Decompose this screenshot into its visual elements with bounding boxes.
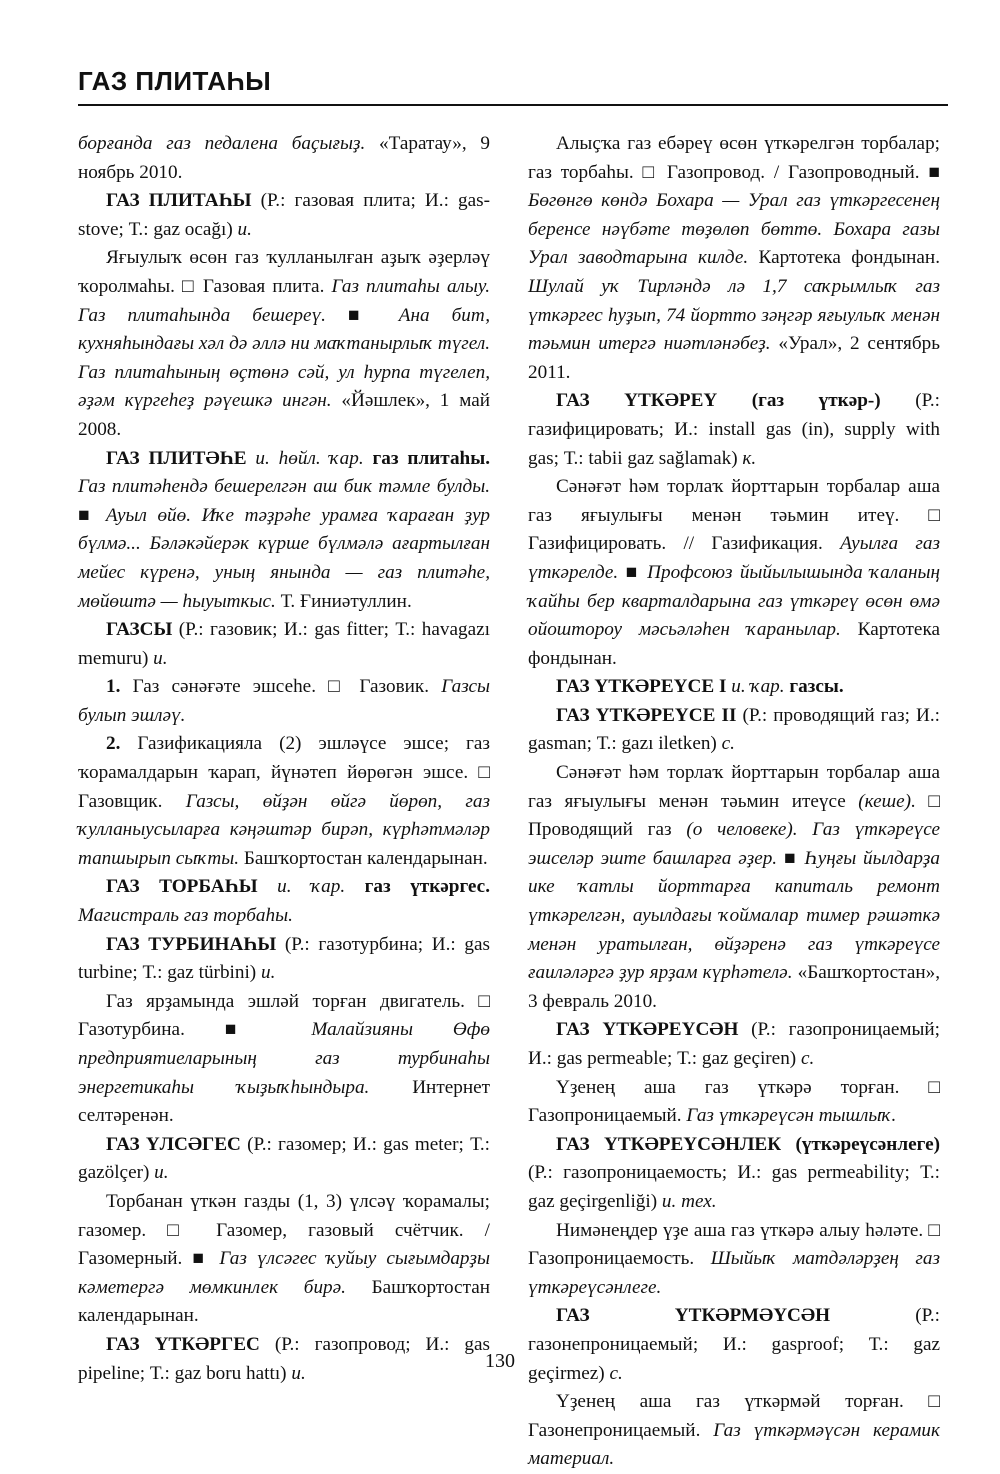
entry-paragraph [528,702,940,759]
headword: ГАЗ ТОРБАҺЫ [106,876,258,898]
entry-text: Үҙенең аша газ үткәрмәй торған. □ Газонепроницаемый. [528,1391,940,1441]
example-text: Шыйыҡ матдәләрҙең газ үткәреүсәнлеге. [528,1248,940,1298]
entry-paragraph [528,1016,940,1073]
entry-paragraph [78,1131,490,1188]
headword: ГАЗ ҮТКӘРГЕС [106,1333,260,1355]
example-text: Һуңғы йылдарҙа ике ҡатлы йорттарға капиталь ремонт үткәрелгән, ауылдағы ҡоймалар тимер рәшәткә менән уратылған, өйҙәренә газ үткәреүсе ғаиләләргә ҙур ярҙам күрһәтелә. [528,847,940,984]
entry-paragraph [78,1188,490,1331]
entry-paragraph [528,387,940,473]
entry-paragraph [528,1302,940,1388]
header-rule [78,104,948,106]
example-text: Газсы булып эшләү. [78,676,490,726]
page-number: 130 [485,1350,515,1372]
headword: ГАЗСЫ [106,619,173,641]
entry-text: «Таратау», 9 ноябрь 2010. [78,133,490,183]
entry-text: (Р.: проводящий газ; И.: gasman; Т.: gazı iletken) [528,704,940,755]
entry-paragraph [78,187,490,244]
entry-text: (Р.: газопроницаемость; И.: gas permeability; Т.: gaz geçirgenliği) [528,1162,940,1212]
example-text: к. [742,447,757,469]
entry-text: Торбанан үткән газды (1, 3) үлсәү ҡорамалы; газомер. □ Газомер, газовый счётчик. / Газомерный. ■ [78,1190,490,1270]
entry-text: Сәнәғәт һәм торлаҡ йорттарын торбалар аша газ яғыулығы менән тәьмин итеү. □ Газифицировать. // Газификация. [528,476,940,555]
example-text: Малайзияны Өфө предприятиеларының газ турбинаһы энергетикаһы ҡыҙыҡһындыра. [78,1019,490,1098]
entry-text: Картотека фондынан. [528,619,941,669]
entry-paragraph [78,130,490,187]
entry-text: (Р.: газифицировать; И.: install gas (in), supply with gas; Т.: tabii gaz sağlamak) [528,390,940,469]
example-text: Магистраль газ торбаһы. [78,905,293,927]
entry-text: «Башҡортостан», 3 февраль 2010. [528,962,940,1012]
example-text: с. [609,1362,623,1384]
example-text: Газ плитаһы алыу. Газ плитаһында бешереү. [78,275,490,326]
entry-paragraph [78,244,490,444]
headword: ГАЗ ТУРБИНАҺЫ [106,933,277,955]
entry-paragraph [528,1074,940,1131]
example-text: с. [800,1048,815,1069]
entry-text: «Йәшлек», 1 май 2008. [78,390,490,440]
entry-text: ■ [325,304,399,326]
entry-text: (Р.: газовая плита; И.: gas-stove; Т.: gaz ocağı) [78,190,491,240]
example-text: Газсы, өйҙән өйгә йөрөп, газ ҡулланыусыларға кәңәштәр бирәп, күрһәтмәләр тапшырып сыҡты. [78,790,490,869]
entry-text: ■ [78,504,106,526]
example-text: и. тех. [661,1190,717,1212]
left-column [78,130,490,1388]
example-text: Бөгөнгө көндә Бохара — Урал газ үткәргесенең беренсе нәүбәте төҙөлөп бөттө. Бохара газы Урал заводтарына килде. [528,190,940,269]
headword: ГАЗ ҮТКӘРЕҮ (газ үткәр-) [556,390,881,412]
entry-text: (Р.: газомер; И.: gas meter; Т.: gazölçer) [78,1133,491,1184]
entry-paragraph [528,1388,940,1474]
example-text: с. [721,733,735,755]
headword: ГАЗ ПЛИТӘҺЕ [106,447,247,469]
entry-text: Газ ярҙамында эшләй торған двигатель. □ Газотурбина. ■ [78,990,490,1041]
headword: ГАЗ ҮТКӘРМӘҮСӘН [556,1305,831,1327]
headword: 2. [106,733,121,755]
example-text: и. [291,1362,306,1384]
entry-paragraph [528,1131,940,1217]
entry-text: (Р.: газопроницаемый; И.: gas permeable; Т.: gaz geçiren) [528,1019,940,1069]
entry-text: □ Проводящий газ [528,790,940,841]
headword: ГАЗ ҮТКӘРЕҮСЕ I [556,676,727,698]
entry-text: Картотека фондынан. [748,247,940,269]
example-text: Ана бит, кухняһындағы хәл дә әллә ни маҡтанырлыҡ түгел. Газ плитаһының өҫтөнә сәй, ул һурпа түгелеп, әҙәм күргеһеҙ рәүешкә ингән. [78,304,490,412]
entry-text: Башҡортостан календарынан. [239,847,488,869]
example-text: Газ плитәһендә бешерелгән аш бик тәмле булды. [78,476,490,498]
running-head: ГАЗ ПЛИТАҺЫ [78,66,272,96]
entry-text: Газификацияла (2) эшләүсе эшсе; газ ҡорамалдарын ҡарап, йүнәтеп йөрөгән эшсе. □ Газовщик. [78,733,490,812]
entry-text: Газ сәнәғәте эшсеһе. □ Газовик. [120,676,442,698]
entry-paragraph [78,988,490,1131]
entry-text: «Урал», 2 сентябрь 2011. [528,333,940,383]
entry-text: (Р.: газотурбина; И.: gas turbine; Т.: gaz türbini) [78,933,490,984]
entry-text: Сәнәғәт һәм торлаҡ йорттарын торбалар аша газ яғыулығы менән тәьмин итеүсе [528,762,940,812]
example-text: и. [153,647,168,669]
entry-paragraph [78,445,490,617]
entry-paragraph [78,931,490,988]
entry-text: Интернет селтәренән. [78,1076,490,1127]
headword: ГАЗ ҮТКӘРЕҮСӘНЛЕК (үткәреүсәнлеге) [556,1133,940,1155]
right-column [528,130,940,1474]
entry-paragraph [78,673,490,730]
example-text: (о человеке). Газ үткәреүсе эшселәр эште башларға әҙер. [528,819,940,869]
headword: ГАЗ ҮТКӘРЕҮСЕ II [556,704,737,726]
example-text: и. [154,1162,169,1184]
entry-text: Башҡортостан календарынан. [78,1276,490,1327]
entry-paragraph [528,759,940,1016]
example-text: (кеше). [858,790,916,812]
entry-paragraph [528,1217,940,1303]
entry-paragraph [528,673,940,702]
entry-text: (Р.: газовик; И.: gas fitter; Т.: havagazı memuru) [78,619,490,669]
entry-paragraph [528,473,940,673]
entry-text: Т. Ғиниәтуллин. [275,590,412,612]
entry-paragraph [78,616,490,673]
example-text: Газ үткәреүсән тышлыҡ. [686,1105,897,1127]
example-text: Газ үлсәгес ҡуйыу сығымдарҙы кәметергә мөмкинлек бирә. [78,1248,490,1298]
example-text: и. [237,218,252,240]
entry-paragraph [78,873,490,930]
example-text: и. ҡар. [277,876,346,898]
headword: ГАЗ ҮТКӘРЕҮСӘН [556,1019,739,1041]
entry-text: ■ [777,847,805,869]
headword: ГАЗ ҮЛСӘГЕС [106,1133,241,1155]
entry-text: ■ [618,561,648,583]
example-text: Профсоюз йыйылышында ҡаланың ҡайһы бер кварталдарына газ үткәреү өсөн өмә ойоштороу мәсьәләһен ҡаранылар. [528,561,940,641]
example-text: Ауыл өйө. Иҡе тәҙрәһе урамға ҡараған ҙур бүлмә... Бәләкәйерәк күрше бүлмәлә ағартылған мейес күренә, уның янында — газ плитәһе, мөйөштә — һыуыткыс. [78,504,490,612]
entry-paragraph [528,130,940,387]
entry-text: Үҙенең аша газ үткәрә торған. □ Газопроницаемый. [528,1076,940,1127]
entry-text: Нимәнеңдер үҙе аша газ үткәрә алыу һәләте. □ Газопроницаемость. [528,1219,940,1270]
entry-text: Яғыулыҡ өсөн газ ҡулланылған аҙыҡ әҙерләү ҡоролмаһы. □ Газовая плита. [78,247,490,297]
entry-text: (Р.: газопровод; И.: gas pipeline; Т.: gaz boru hattı) [78,1333,490,1384]
headword: газ плитаһы. [363,447,490,469]
example-text: и. ҡар. [731,676,785,698]
example-text: борғанда газ педалена баҫығыҙ. [78,133,366,154]
example-text: Ауылға газ үткәрелде. [528,533,940,583]
example-text: Газ үткәрмәүсән керамик материал. [528,1419,940,1470]
entry-text: (Р.: газонепроницаемый; И.: gasproof; Т.: gaz geçirmez) [528,1305,940,1384]
headword: 1. [106,676,121,698]
example-text: Шулай уҡ Тирләндә лә 1,7 саҡрымлыҡ газ үткәргес һуҙып, 74 йортто зәңгәр яғыулыҡ менән тәьмин итергә ниәтләнәбеҙ. [528,275,940,355]
entry-text [258,876,278,897]
example-text: и. һөйл. ҡар. [255,447,364,469]
example-text: и. [260,962,276,984]
headword: газ үткәргес. [345,876,490,898]
entry-paragraph [78,730,490,873]
headword: ГАЗ ПЛИТАҺЫ [106,190,252,212]
entry-text: Алыҫҡа газ ебәреү өсөн үткәрелгән торбалар; газ торбаһы. □ Газопровод. / Газопроводный. ■ [528,133,940,183]
headword: газсы. [784,676,844,698]
